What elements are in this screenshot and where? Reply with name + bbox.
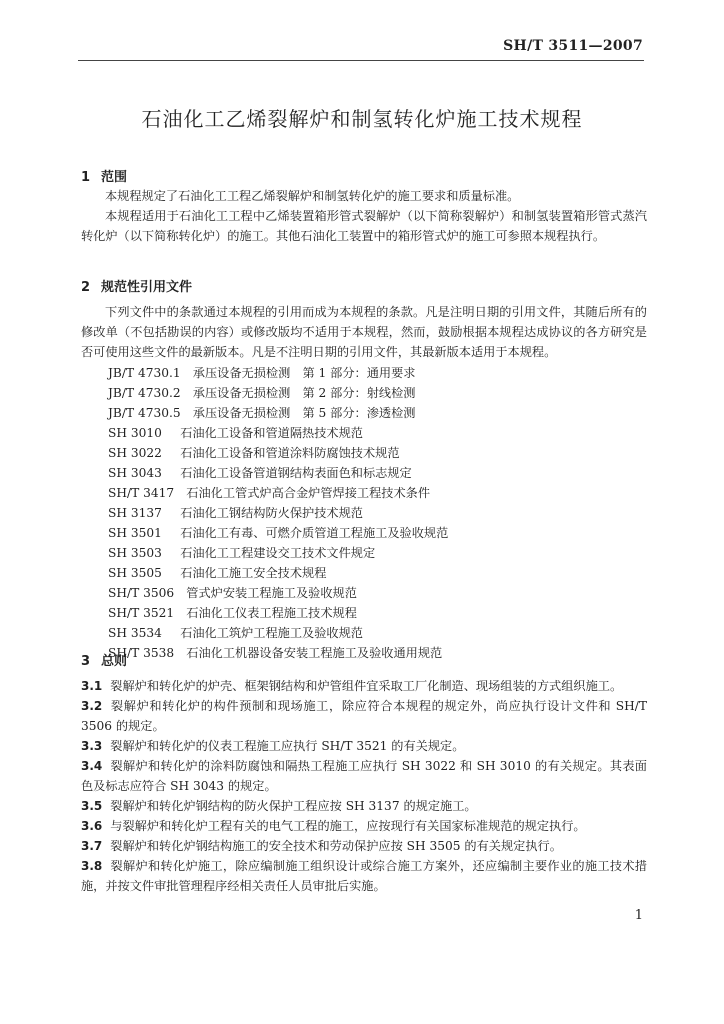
paragraph: 本规程适用于石油化工工程中乙烯装置箱形管式裂解炉（以下简称裂解炉）和制氢装置箱形管式蒸汽转化炉（以下简称转化炉）的施工。其他石油化工装置中的箱形管式炉的施工可参照本规程执行。 (81, 209, 647, 243)
reference-item (108, 623, 363, 643)
reference-title: 石油化工机器设备安装工程施工及验收通用规范 (186, 646, 443, 660)
clause-number: 3.1 (81, 679, 103, 693)
reference-code: SH 3137 (108, 506, 162, 520)
section-2-heading (81, 276, 192, 295)
section-number: 2 (81, 280, 91, 295)
reference-title: 管式炉安装工程施工及验收规范 (186, 586, 357, 600)
reference-code: SH 3501 (108, 526, 162, 540)
clause-number: 3.6 (81, 819, 103, 833)
clause-text: 裂解炉和转化炉钢结构的防火保护工程应按 SH 3137 的规定施工。 (110, 799, 477, 813)
reference-code: SH 3043 (108, 466, 162, 480)
reference-code: SH/T 3521 (108, 606, 175, 620)
clause-text: 裂解炉和转化炉的炉壳、框架钢结构和炉管组件宜采取工厂化制造、现场组装的方式组织施工。 (110, 679, 623, 693)
reference-item (108, 583, 357, 603)
clause (81, 796, 647, 816)
clause-text: 裂解炉和转化炉的仪表工程施工应执行 SH/T 3521 的有关规定。 (110, 739, 465, 753)
clause-number: 3.2 (81, 699, 103, 713)
reference-title: 石油化工筑炉工程施工及验收规范 (180, 626, 363, 640)
reference-code: SH/T 3506 (108, 586, 175, 600)
reference-title: 石油化工施工安全技术规程 (180, 566, 327, 580)
reference-title: 石油化工工程建设交工技术文件规定 (180, 546, 376, 560)
reference-title: 承压设备无损检测 第 2 部分：射线检测 (192, 386, 416, 400)
clause-number: 3.7 (81, 839, 103, 853)
paragraph: 下列文件中的条款通过本规程的引用而成为本规程的条款。凡是注明日期的引用文件，其随后所有的修改单（不包括勘误的内容）或修改版均不适用于本规程，然而，鼓励根据本规程达成协议的各方研究是否可使用这些文件的最新版本。凡是不注明日期的引用文件，其最新版本适用于本规程。 (81, 305, 647, 359)
reference-item (108, 563, 326, 583)
reference-code: JB/T 4730.5 (108, 406, 181, 420)
reference-code: SH 3022 (108, 446, 162, 460)
reference-item (108, 363, 416, 383)
reference-code: SH 3010 (108, 426, 162, 440)
reference-title: 承压设备无损检测 第 5 部分：渗透检测 (192, 406, 416, 420)
reference-item (108, 423, 363, 443)
section-title: 规范性引用文件 (101, 280, 193, 295)
paragraph: 本规程规定了石油化工工程乙烯裂解炉和制氢转化炉的施工要求和质量标准。 (105, 189, 520, 203)
reference-code: SH/T 3538 (108, 646, 175, 660)
reference-item (108, 443, 400, 463)
clause-text: 与裂解炉和转化炉工程有关的电气工程的施工，应按现行有关国家标准规范的规定执行。 (110, 819, 586, 833)
reference-code: SH/T 3417 (108, 486, 175, 500)
clause-number: 3.5 (81, 799, 103, 813)
standard-number: SH/T 3511—2007 (503, 38, 643, 54)
section-number: 1 (81, 170, 91, 185)
reference-code: SH 3534 (108, 626, 162, 640)
reference-title: 石油化工有毒、可燃介质管道工程施工及验收规范 (180, 526, 449, 540)
clause (81, 836, 647, 856)
reference-code: SH 3505 (108, 566, 162, 580)
reference-title: 承压设备无损检测 第 1 部分：通用要求 (192, 366, 416, 380)
reference-code: JB/T 4730.2 (108, 386, 181, 400)
clause (81, 756, 647, 796)
section-title: 总则 (101, 654, 128, 669)
reference-title: 石油化工钢结构防火保护技术规范 (180, 506, 363, 520)
reference-item (108, 383, 416, 403)
reference-title: 石油化工设备和管道涂料防腐蚀技术规范 (180, 446, 400, 460)
clause-text: 裂解炉和转化炉钢结构施工的安全技术和劳动保护应按 SH 3505 的有关规定执行。 (110, 839, 562, 853)
reference-item (108, 403, 416, 423)
clause (81, 736, 647, 756)
section-title: 范围 (101, 170, 128, 185)
reference-item (108, 463, 412, 483)
reference-code: JB/T 4730.1 (108, 366, 181, 380)
clause-text: 裂解炉和转化炉施工，除应编制施工组织设计或综合施工方案外，还应编制主要作业的施工技术措施，并按文件审批管理程序经相关责任人员审批后实施。 (81, 859, 647, 893)
reference-item (108, 503, 363, 523)
reference-title: 石油化工设备和管道隔热技术规范 (180, 426, 363, 440)
reference-item (108, 603, 357, 623)
document-title: 石油化工乙烯裂解炉和制氢转化炉施工技术规程 (141, 107, 583, 131)
section-1-heading (81, 166, 127, 185)
reference-title: 石油化工仪表工程施工技术规程 (186, 606, 357, 620)
reference-item (108, 643, 442, 663)
reference-item (108, 523, 448, 543)
clause-number: 3.3 (81, 739, 103, 753)
section-number: 3 (81, 654, 91, 669)
reference-item (108, 543, 375, 563)
header-rule (78, 60, 644, 61)
clause (81, 676, 647, 696)
section-3-heading (81, 650, 127, 669)
clause (81, 856, 647, 896)
clause (81, 696, 647, 736)
page-number: 1 (634, 908, 643, 923)
clause-number: 3.4 (81, 759, 103, 773)
clause-number: 3.8 (81, 859, 103, 873)
reference-title: 石油化工设备管道钢结构表面色和标志规定 (180, 466, 412, 480)
reference-title: 石油化工管式炉高合金炉管焊接工程技术条件 (186, 486, 431, 500)
clause-text: 裂解炉和转化炉的构件预制和现场施工，除应符合本规程的规定外，尚应执行设计文件和 SH/T 3506 的规定。 (81, 699, 647, 733)
reference-code: SH 3503 (108, 546, 162, 560)
clause-text: 裂解炉和转化炉的涂料防腐蚀和隔热工程施工应执行 SH 3022 和 SH 3010 的有关规定。其表面色及标志应符合 SH 3043 的规定。 (81, 759, 647, 793)
reference-item (108, 483, 430, 503)
clause (81, 816, 647, 836)
